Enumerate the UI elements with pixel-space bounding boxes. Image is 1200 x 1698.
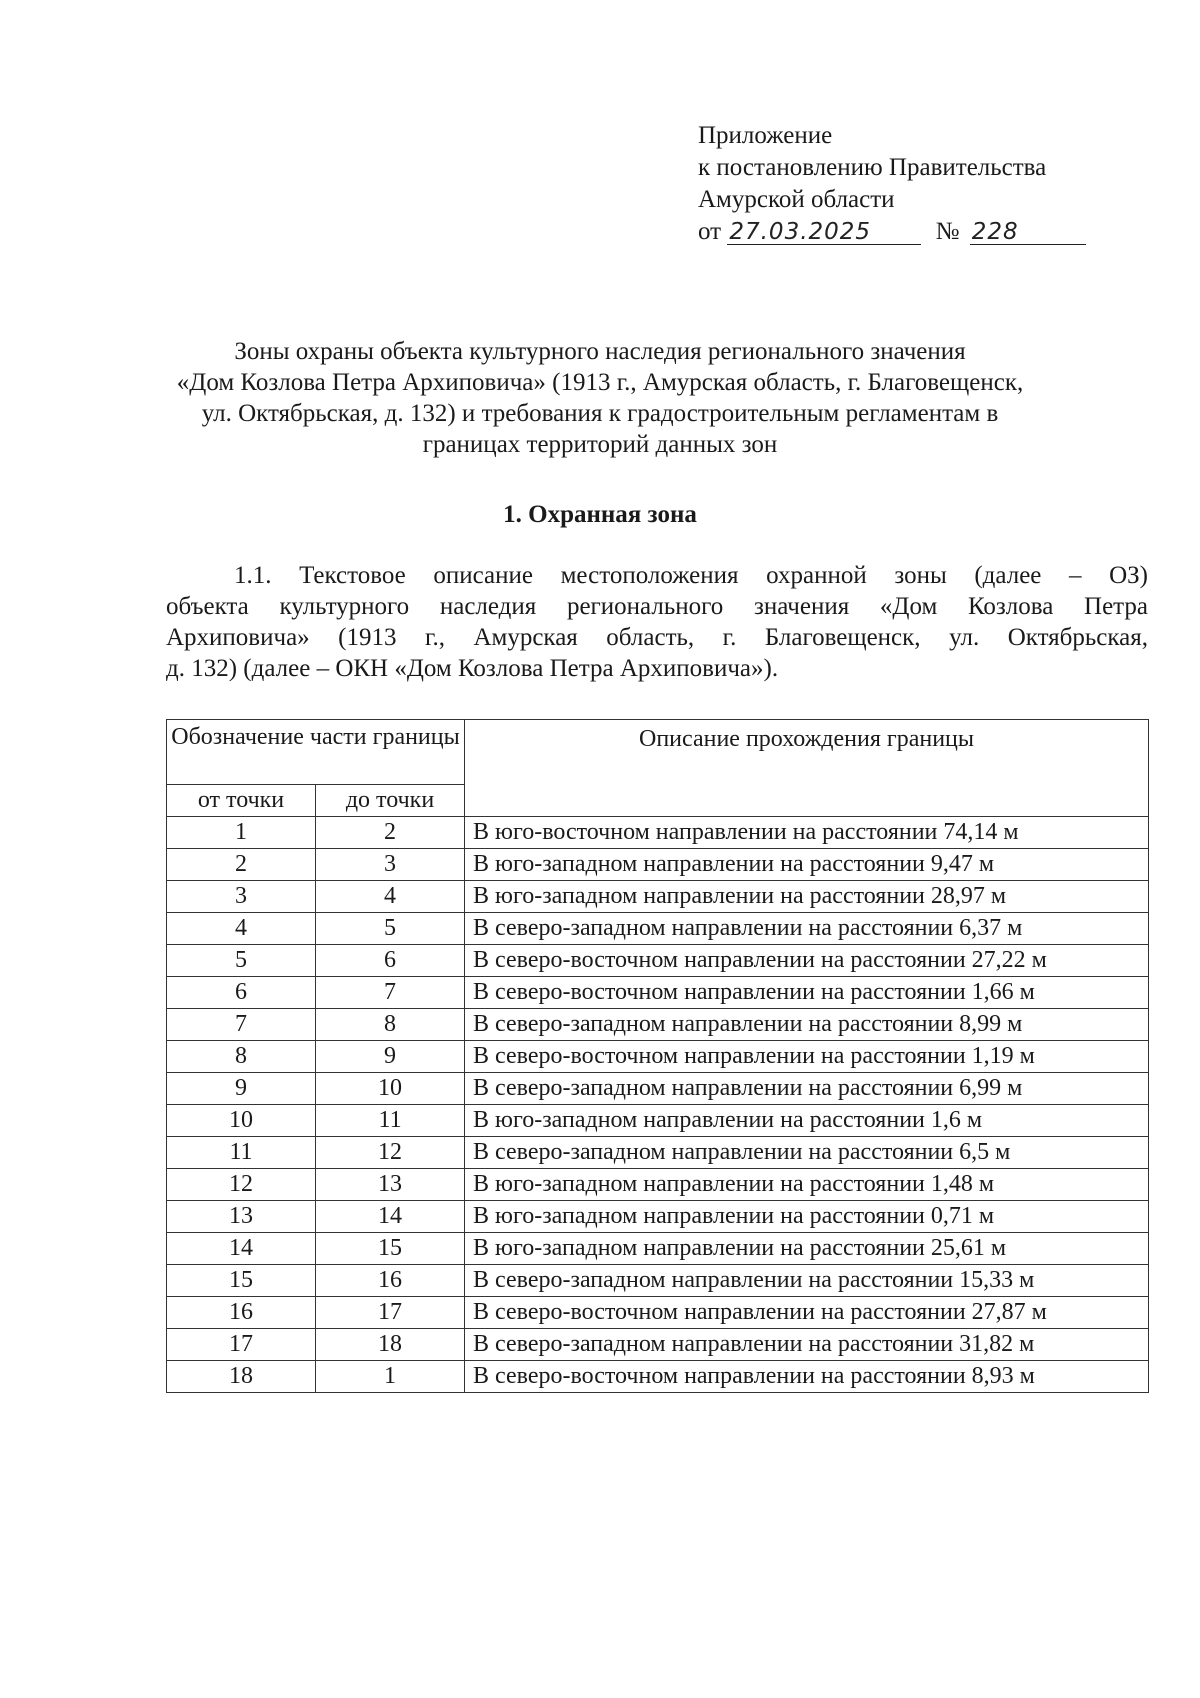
number-sign: № — [935, 218, 960, 245]
title-line: границах территорий данных зон — [422, 431, 778, 458]
from-point-cell: 8 — [167, 1041, 316, 1073]
description-cell: В юго-западном направлении на расстоянии 9,47 м — [465, 849, 1149, 881]
from-point-cell: 15 — [167, 1265, 316, 1297]
from-point-cell: 3 — [167, 881, 316, 913]
to-point-cell: 1 — [316, 1361, 465, 1393]
paragraph-line: д. 132) (далее – ОКН «Дом Козлова Петра Архиповича»). — [166, 655, 779, 682]
table-row — [167, 945, 1149, 977]
paragraph-line: объекта культурного наследия регионального значения «Дом Козлова Петра — [166, 593, 1148, 620]
description-cell: В северо-западном направлении на расстоянии 6,37 м — [465, 913, 1149, 945]
description-cell: В северо-западном направлении на расстоянии 15,33 м — [465, 1265, 1149, 1297]
description-cell: В северо-восточном направлении на расстоянии 8,93 м — [465, 1361, 1149, 1393]
description-cell: В северо-восточном направлении на расстоянии 27,22 м — [465, 945, 1149, 977]
description-cell: В северо-восточном направлении на расстоянии 1,66 м — [465, 977, 1149, 1009]
from-point-cell: 11 — [167, 1137, 316, 1169]
from-point-cell: 1 — [167, 817, 316, 849]
from-point-cell: 9 — [167, 1073, 316, 1105]
description-cell: В юго-западном направлении на расстоянии 25,61 м — [465, 1233, 1149, 1265]
table-body — [167, 817, 1149, 1393]
paragraph-1-1 — [166, 560, 1148, 684]
from-point-cell: 2 — [167, 849, 316, 881]
from-point-cell: 14 — [167, 1233, 316, 1265]
to-point-cell: 14 — [316, 1201, 465, 1233]
from-point-cell: 10 — [167, 1105, 316, 1137]
header-description: Описание прохождения границы — [465, 720, 1149, 817]
table-row — [167, 1073, 1149, 1105]
description-cell: В юго-западном направлении на расстоянии 1,6 м — [465, 1105, 1149, 1137]
description-cell: В северо-западном направлении на расстоянии 6,99 м — [465, 1073, 1149, 1105]
to-point-cell: 7 — [316, 977, 465, 1009]
to-point-cell: 15 — [316, 1233, 465, 1265]
title-line: ул. Октябрьская, д. 132) и требования к градостроительным регламентам в — [201, 400, 999, 427]
to-point-cell: 6 — [316, 945, 465, 977]
handwritten-number: 228 — [970, 220, 1086, 245]
paragraph-line: Архиповича» (1913 г., Амурская область, г. Благовещенск, ул. Октябрьская, — [166, 624, 1148, 651]
to-point-cell: 17 — [316, 1297, 465, 1329]
table-row — [167, 1361, 1149, 1393]
table-row — [167, 1137, 1149, 1169]
to-point-cell: 18 — [316, 1329, 465, 1361]
description-cell: В северо-западном направлении на расстоянии 6,5 м — [465, 1137, 1149, 1169]
description-cell: В юго-западном направлении на расстоянии 0,71 м — [465, 1201, 1149, 1233]
description-cell: В северо-восточном направлении на расстоянии 1,19 м — [465, 1041, 1149, 1073]
table-row — [167, 849, 1149, 881]
document-title — [150, 336, 1050, 460]
from-point-cell: 12 — [167, 1169, 316, 1201]
description-cell: В юго-западном направлении на расстоянии 1,48 м — [465, 1169, 1149, 1201]
header-part: Обозначение части границы — [167, 720, 465, 785]
description-cell: В юго-западном направлении на расстоянии 28,97 м — [465, 881, 1149, 913]
table-row — [167, 1201, 1149, 1233]
date-prefix: от — [698, 218, 722, 245]
paragraph-line: 1.1. Текстовое описание местоположения охранной зоны (далее – ОЗ) — [234, 562, 1148, 589]
table-row — [167, 913, 1149, 945]
table-row — [167, 977, 1149, 1009]
table-row — [167, 817, 1149, 849]
to-point-cell: 12 — [316, 1137, 465, 1169]
from-point-cell: 17 — [167, 1329, 316, 1361]
description-cell: В юго-восточном направлении на расстоянии 74,14 м — [465, 817, 1149, 849]
to-point-cell: 13 — [316, 1169, 465, 1201]
to-point-cell: 10 — [316, 1073, 465, 1105]
table-row — [167, 1041, 1149, 1073]
title-line: «Дом Козлова Петра Архиповича» (1913 г., Амурская область, г. Благовещенск, — [176, 369, 1024, 396]
from-point-cell: 13 — [167, 1201, 316, 1233]
table-row — [167, 881, 1149, 913]
to-point-cell: 9 — [316, 1041, 465, 1073]
appendix-date-line — [698, 216, 1086, 248]
from-point-cell: 16 — [167, 1297, 316, 1329]
description-cell: В северо-восточном направлении на расстоянии 27,87 м — [465, 1297, 1149, 1329]
table-row — [167, 1009, 1149, 1041]
to-point-cell: 11 — [316, 1105, 465, 1137]
table-row — [167, 1329, 1149, 1361]
to-point-cell: 2 — [316, 817, 465, 849]
appendix-title: Приложение — [698, 122, 833, 149]
section-heading: 1. Охранная зона — [503, 501, 697, 528]
header-from-point: от точки — [167, 785, 316, 817]
handwritten-date: 27.03.2025 — [727, 220, 921, 245]
appendix-decree: к постановлению Правительства — [698, 154, 1047, 181]
from-point-cell: 18 — [167, 1361, 316, 1393]
to-point-cell: 4 — [316, 881, 465, 913]
to-point-cell: 5 — [316, 913, 465, 945]
from-point-cell: 6 — [167, 977, 316, 1009]
description-cell: В северо-западном направлении на расстоянии 8,99 м — [465, 1009, 1149, 1041]
table-row — [167, 1265, 1149, 1297]
to-point-cell: 8 — [316, 1009, 465, 1041]
table-row — [167, 1169, 1149, 1201]
from-point-cell: 5 — [167, 945, 316, 977]
appendix-region: Амурской области — [698, 186, 895, 213]
description-cell: В северо-западном направлении на расстоянии 31,82 м — [465, 1329, 1149, 1361]
appendix-block — [698, 120, 1086, 248]
table-row — [167, 1233, 1149, 1265]
to-point-cell: 3 — [316, 849, 465, 881]
boundary-table — [166, 719, 1149, 1393]
table-header-row — [167, 720, 1149, 785]
to-point-cell: 16 — [316, 1265, 465, 1297]
table-row — [167, 1297, 1149, 1329]
table-row — [167, 1105, 1149, 1137]
header-to-point: до точки — [316, 785, 465, 817]
title-line: Зоны охраны объекта культурного наследия регионального значения — [234, 338, 966, 365]
from-point-cell: 4 — [167, 913, 316, 945]
from-point-cell: 7 — [167, 1009, 316, 1041]
